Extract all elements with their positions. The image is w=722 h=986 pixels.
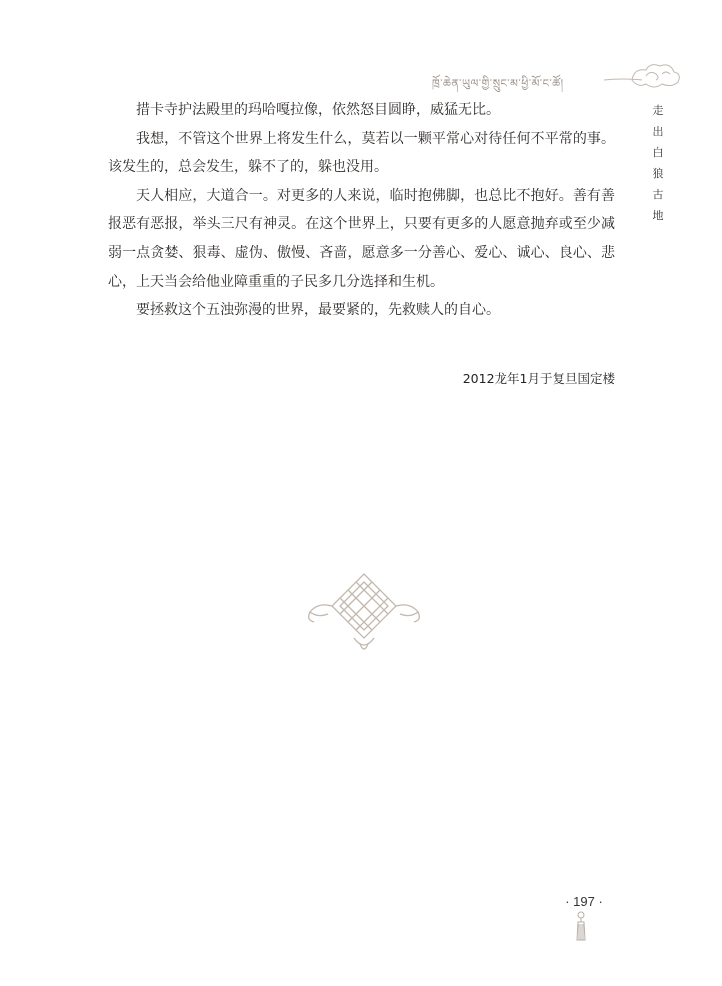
body-text — [108, 96, 615, 325]
paragraph: 措卡寺护法殿里的玛哈嘎拉像，依然怒目圆睁，威猛无比。 — [136, 102, 500, 118]
running-title — [651, 100, 665, 226]
tassel-icon — [573, 910, 589, 946]
cloud-scroll-icon — [602, 58, 682, 94]
running-title-char: 出 — [652, 125, 664, 138]
paragraph: 要拯救这个五浊弥漫的世界，最要紧的，先救赎人的自心。 — [136, 302, 500, 319]
paragraph: 天人相应，大道合一。对更多的人来说，临时抱佛脚，也总比不抱好。善有善报恶有恶报，举头三尺有神灵。在这个世界上，只要有更多的人愿意抛弃或至少减弱一点贪婪、狠毒、虚伪、傲慢、吝啬，愿意多一分善心、爱心、诚心、良心、悲心，上天当会给他业障重重的子民多几分选择和生机。 — [108, 187, 615, 290]
running-title-char: 白 — [652, 146, 664, 159]
running-title-char: 地 — [652, 209, 664, 222]
header-tibetan-script: ཁྲོ་ཆེན་ཡུལ་གྱི་སྲུང་མ་ཕྱི་མོ་ང་ཚོ། — [432, 77, 564, 90]
running-title-char: 古 — [652, 188, 664, 201]
paragraph: 我想，不管这个世界上将发生什么，莫若以一颗平常心对待任何不平常的事。该发生的，总会发生，躲不了的，躲也没用。 — [108, 130, 615, 176]
running-title-char: 走 — [652, 104, 664, 117]
signature-line: 2012龙年1月于复旦国定楼 — [462, 371, 615, 386]
endless-knot-icon — [304, 568, 424, 658]
page-number: · 197 · — [565, 894, 603, 909]
running-title-char: 狼 — [652, 167, 664, 180]
